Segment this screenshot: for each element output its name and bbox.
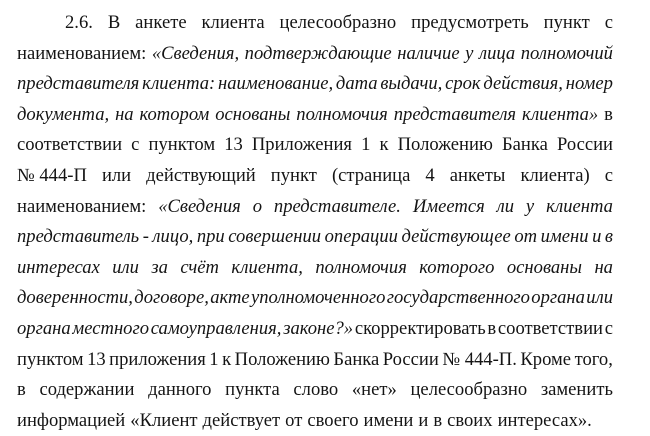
word: совершении [228,226,322,248]
word: клиента [546,195,613,217]
word: ли [496,195,515,217]
word: к [222,348,232,370]
word: целесообразно [410,379,528,401]
word: подтверждающие [244,42,392,64]
text-line [17,345,613,376]
word: операции [324,226,398,248]
word: - [142,226,149,248]
word: пункт [543,12,590,33]
word: России [556,134,613,156]
word: действующее [401,226,511,248]
word: дата [335,73,378,95]
word: клиента) [520,164,590,186]
text-line [17,406,613,436]
word: пунктом [148,134,216,156]
text-line [17,8,613,39]
word: документа, [17,103,110,125]
word: заменить [540,379,613,401]
word: государственного [386,287,530,309]
word: Положению [234,348,330,370]
word: акте [210,287,250,309]
word: или [112,256,139,278]
text-line [17,192,613,223]
word: представителя [393,103,517,125]
word: на [115,103,134,125]
word: № 444-П. [442,348,517,370]
word: России [382,348,439,370]
word: в [487,317,497,339]
word: клиента [201,12,265,33]
word: на [594,256,613,278]
word: данного [148,379,212,401]
word: пунктом [17,348,84,370]
word: представитель [17,226,140,248]
word: у [525,195,535,217]
word: с [604,317,613,339]
word: интересах [17,256,100,278]
word: Кроме [520,348,572,370]
word: с [604,12,613,33]
word: наименованием: [17,195,147,217]
word: содержании [39,379,135,401]
word: или [101,164,132,186]
text-line [17,375,613,406]
word: соответствии [17,134,123,156]
word: наименованием: [17,42,147,64]
word: с [604,164,613,186]
word: законе?» [283,317,354,339]
word: котором [139,103,210,125]
word: в [604,226,613,248]
word: при [196,226,225,248]
word: 4 [425,164,435,186]
word: номер [565,73,613,95]
word: соответствии [497,317,603,339]
word: самоуправления, [150,317,282,339]
word: срок [445,73,481,95]
word: лица [478,42,516,64]
word: приложения [109,348,206,370]
word: 13 [224,134,243,156]
text-line [17,283,613,314]
word: и [418,409,429,431]
word: действует [202,409,281,431]
word: представителя [17,73,140,95]
word: клиента, [231,256,303,278]
word: и [592,226,602,248]
word: слово [293,379,339,401]
word: представителе. [273,195,401,217]
text-line [17,314,613,345]
word: полномочия [296,103,388,125]
word: к [379,134,389,156]
word: анкеты [449,164,506,186]
word: основаны [506,256,583,278]
word: полномочий [520,42,613,64]
word: своего [307,409,359,431]
word: Приложения [251,134,352,156]
word: интересах». [497,409,592,431]
word: имени [540,226,589,248]
word: выдачи, [380,73,443,95]
word: или [586,287,613,309]
word: лицо, [152,226,194,248]
word: пункта [225,379,280,401]
document-paragraph [17,8,613,436]
word: 1 [361,134,371,156]
word: действия, [483,73,563,95]
text-line [17,100,613,131]
word: от [514,226,538,248]
text-line [17,253,613,284]
word: пункт [270,164,317,186]
word: основаны [215,103,291,125]
word: уполномоченного [251,287,386,309]
word: анкете [135,12,187,33]
word: 1 [209,348,219,370]
word: Имеется [412,195,485,217]
text-line [17,39,613,70]
word: 2.6. [65,12,93,33]
word: имени [363,409,414,431]
word: «Сведения, [151,42,240,64]
word: наименование, [218,73,334,95]
word: № 444-П [17,164,87,186]
word: доверенности, [17,287,133,309]
word: В [107,12,121,33]
word: в [604,103,613,125]
word: Положению [397,134,493,156]
word: целесообразно [279,12,397,33]
word: за [151,256,168,278]
word: от [285,409,303,431]
word: «Сведения [158,195,241,217]
text-line [17,161,613,192]
word: счёт [180,256,219,278]
word: своих [447,409,493,431]
word: с [131,134,140,156]
text-line [17,130,613,161]
word: предусмотреть [411,12,529,33]
word: клиента» [522,103,599,125]
word: у [465,42,474,64]
word: скорректировать [354,317,486,339]
word: действующий [146,164,256,186]
text-line [17,222,613,253]
word: полномочия [315,256,407,278]
word: органа [17,317,71,339]
word: Банка [333,348,380,370]
word: которого [419,256,495,278]
word: 13 [87,348,106,370]
word: Банка [501,134,548,156]
word: в [17,379,26,401]
word: «нет» [351,379,397,401]
word: местного [72,317,150,339]
word: того, [574,348,613,370]
word: в [433,409,443,431]
word: «Клиент [130,409,198,431]
word: наличие [397,42,460,64]
word: органа [531,287,585,309]
word: договоре, [134,287,209,309]
word: о [252,195,262,217]
word: информацией [17,409,126,431]
word: (страница [331,164,411,186]
word: клиента: [142,73,216,95]
text-line [17,69,613,100]
